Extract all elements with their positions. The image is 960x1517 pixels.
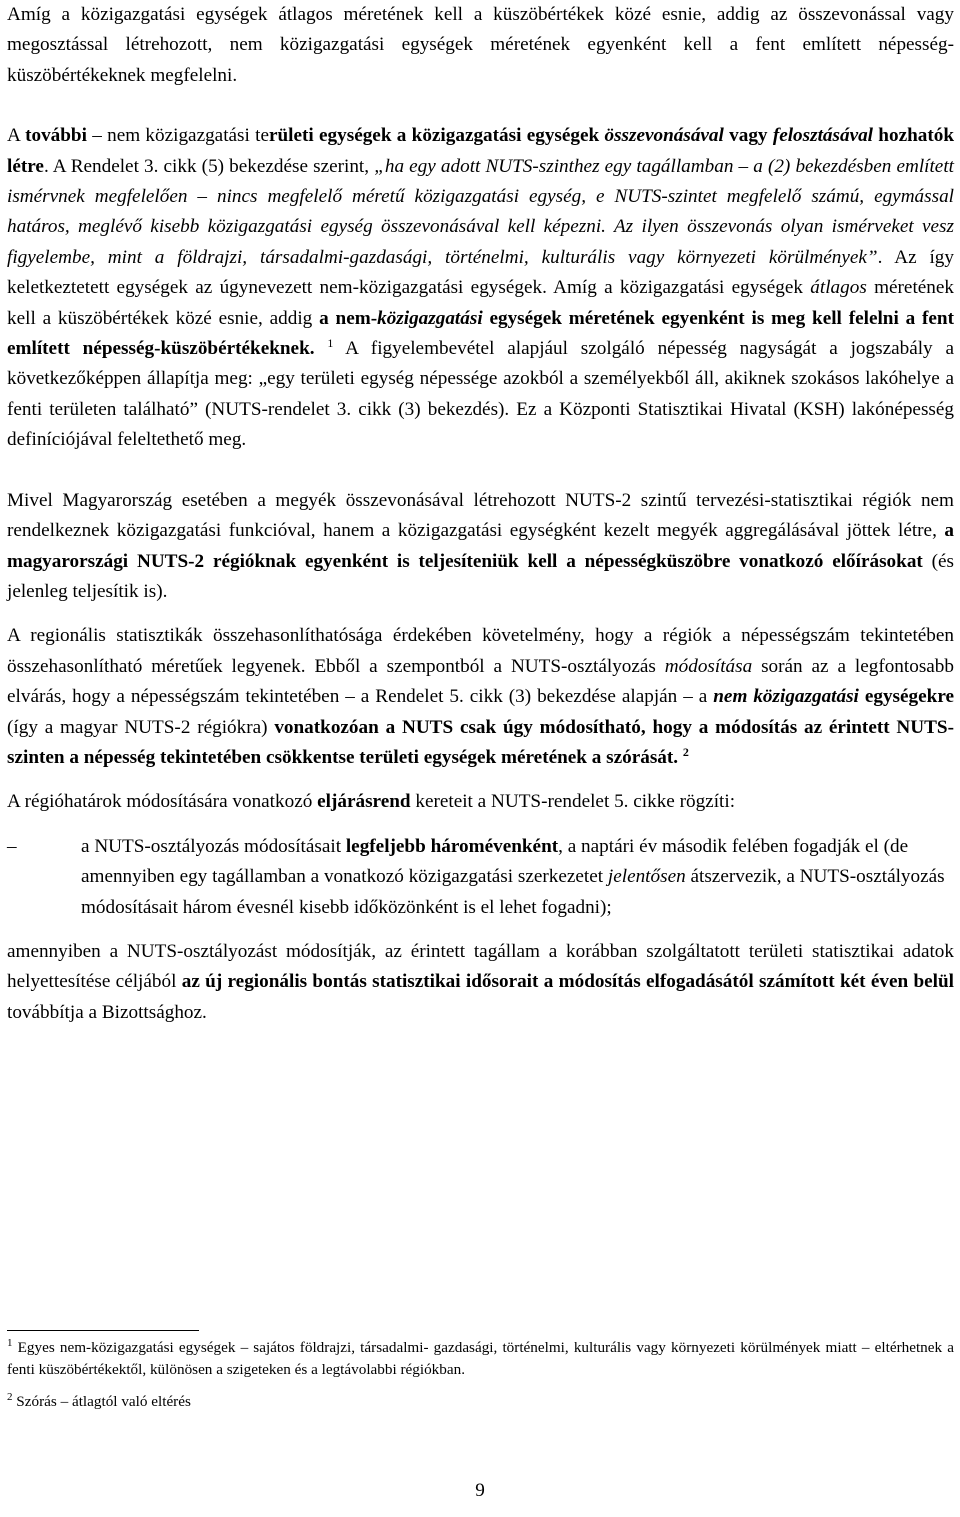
text-run: kereteit a NUTS-rendelet 5. cikke rögzíti: xyxy=(410,791,736,813)
text-run: (így a magyar NUTS-2 régiókra) xyxy=(7,716,275,738)
italic-run: jelentősen xyxy=(607,866,686,888)
footnote-number: 1 xyxy=(7,1337,13,1349)
text-run: – nem közigazgatási te xyxy=(86,125,269,147)
bold-run: a magyarországi NUTS-2 régióknak egyenként is teljesíteniük kell a népességküszöbre vonatkozó előírásokat xyxy=(7,520,954,572)
footnote-number: 2 xyxy=(7,1391,13,1403)
text-run: A regionális statisztikák összehasonlíthatósága érdekében követelmény, hogy a régiók a népességszám tekintetében összehasonlítható méretűek legyenek. Ebből a szempontból a NUTS-osztályozás xyxy=(7,625,954,677)
footnote-text: Szórás – átlagtól való eltérés xyxy=(12,1393,191,1410)
italic-run: átlagos xyxy=(810,277,867,299)
bold-run: az új regionális bontás statisztikai idősorait a módosítás elfogadásától számított két éven belül xyxy=(181,971,954,993)
bold-run: egységek méretének egyenként is meg kell felelni a fent említett népesség-küszöbértékeknek. xyxy=(7,307,954,360)
bold-run: vagy xyxy=(723,125,773,147)
footnote-2 xyxy=(7,1391,954,1413)
paragraph-2 xyxy=(7,121,954,455)
document-body xyxy=(7,0,954,1028)
bold-run: vonatkozóan a NUTS csak úgy módosítható, hogy a módosítás az érintett NUTS-szinten a népesség tekintetében csökkentse területi egységek méretének a szórását. xyxy=(7,716,954,768)
text-run: . Az így keletkeztetett egységek az úgynevezett nem-közigazgatási egységek. Amíg a közigazgatási egységek xyxy=(7,246,954,299)
bold-run: eljárásrend xyxy=(317,791,411,813)
text-run: A régióhatárok módosítására vonatkozó xyxy=(7,791,318,813)
text-run: továbbítja a Bizottsághoz. xyxy=(7,1001,207,1023)
footnote-ref-2[interactable]: 2 xyxy=(682,744,689,759)
dash-bullet: – xyxy=(7,835,17,857)
bold-italic-run: felosztásával xyxy=(772,125,874,147)
bold-italic-run: összevonásával xyxy=(604,125,724,147)
quote-italic: „ha egy adott NUTS-szinthez egy tagállamban – a (2) bekezdésben említett ismérvnek megfelelően – nincs megfelelő méretű közigazgatási egység, e NUTS-szintet megfelelő számú, egymással határos, meglévő kisebb közigazgatási egység összevonásával kell képezni. Az ilyen összevonás olyan ismérveket vesz figyelembe, mint a földrajzi, társadalmi-gazdasági, történelmi, kulturális vagy környezeti körülmények” xyxy=(7,155,954,268)
text-run: . A Rendelet 3. cikk (5) bekezdése szerint, xyxy=(43,155,375,177)
paragraph-6 xyxy=(7,937,954,1028)
bold-run: a nem- xyxy=(319,307,378,329)
paragraph-5 xyxy=(7,787,954,817)
text-run: során az a legfontosabb elvárás, hogy a népességszám tekintetében – a Rendelet 5. cikk (3) bekezdése alapján – a xyxy=(7,655,954,708)
bold-run: hozhatók létre xyxy=(7,125,954,177)
bold-run: rületi egységek a közigazgatási egységek xyxy=(268,125,605,147)
footnote-1 xyxy=(7,1337,954,1381)
text-run: A xyxy=(7,125,26,147)
paragraph-1 xyxy=(7,0,954,91)
text-run: amennyiben a NUTS-osztályozást módosítják, az érintett tagállam a korábban szolgáltatott területi statisztikai adatok helyettesítése céljából xyxy=(7,940,954,993)
text-run: (és jelenleg teljesítik is). xyxy=(7,550,955,602)
text-run: , a naptári év második felében fogadják el (de amennyiben egy tagállamban a vonatkozó közigazgatási szerkezetet xyxy=(81,835,909,888)
paragraph-text: Amíg a közigazgatási egységek átlagos méretének kell a küszöbértékek közé esnie, addig az összevonással vagy megosztással létrehozott, nem közigazgatási egységek méretének egyenként kell a fent említett népesség-küszöbértékeknek megfelelni. xyxy=(7,4,954,86)
bold-run: legfeljebb háromévenként xyxy=(345,835,559,857)
text-run: méretének kell a küszöbértékek közé esnie, addig xyxy=(7,277,955,329)
footnote-text: Egyes nem-közigazgatási egységek – sajátos földrajzi, társadalmi- gazdasági, történelmi, kulturális vagy környezeti körülmények miatt – eltérhetnek a fenti küszöbértékektől, különösen a szigeteken és a legtávolabbi régiókban. xyxy=(7,1339,954,1378)
page-number: 9 xyxy=(475,1480,485,1501)
text-run: Mivel Magyarország esetében a megyék összevonásával létrehozott NUTS-2 szintű tervezési-statisztikai régiók nem rendelkeznek közigazgatási funkcióval, hanem a közigazgatási egységként kezelt megyék aggregálásával jöttek létre, xyxy=(7,489,954,542)
text-run: a NUTS-osztályozás módosításait xyxy=(81,835,346,857)
dash-list xyxy=(7,832,954,923)
footnote-separator xyxy=(7,1330,199,1331)
paragraph-4 xyxy=(7,621,954,773)
italic-run: módosítása xyxy=(664,655,753,677)
text-run: átszervezik, a NUTS-osztályozás módosításait három évesnél kisebb időközönként is el lehet fogadni); xyxy=(81,866,945,918)
footnotes xyxy=(7,1330,954,1413)
list-item xyxy=(7,832,954,923)
bold-run: további xyxy=(25,125,87,147)
bold-run: egységekre xyxy=(858,686,955,708)
paragraph-3 xyxy=(7,486,954,608)
footnote-ref-1[interactable]: 1 xyxy=(327,336,334,351)
bold-italic-run: közigazgatási xyxy=(377,307,483,329)
text-run: A figyelembevétel alapjául szolgáló népesség nagyságát a jogszabály a következőképpen állapítja meg: „egy területi egység népessége azokból a személyekből áll, akiknek szokásos lakóhelye a fenti területen található” (NUTS-rendelet 3. cikk (3) bekezdés). Ez a Központi Statisztikai Hivatal (KSH) lakónépesség definíciójával feleltethető meg. xyxy=(7,338,955,451)
bold-italic-run: nem közigazgatási xyxy=(713,686,859,708)
